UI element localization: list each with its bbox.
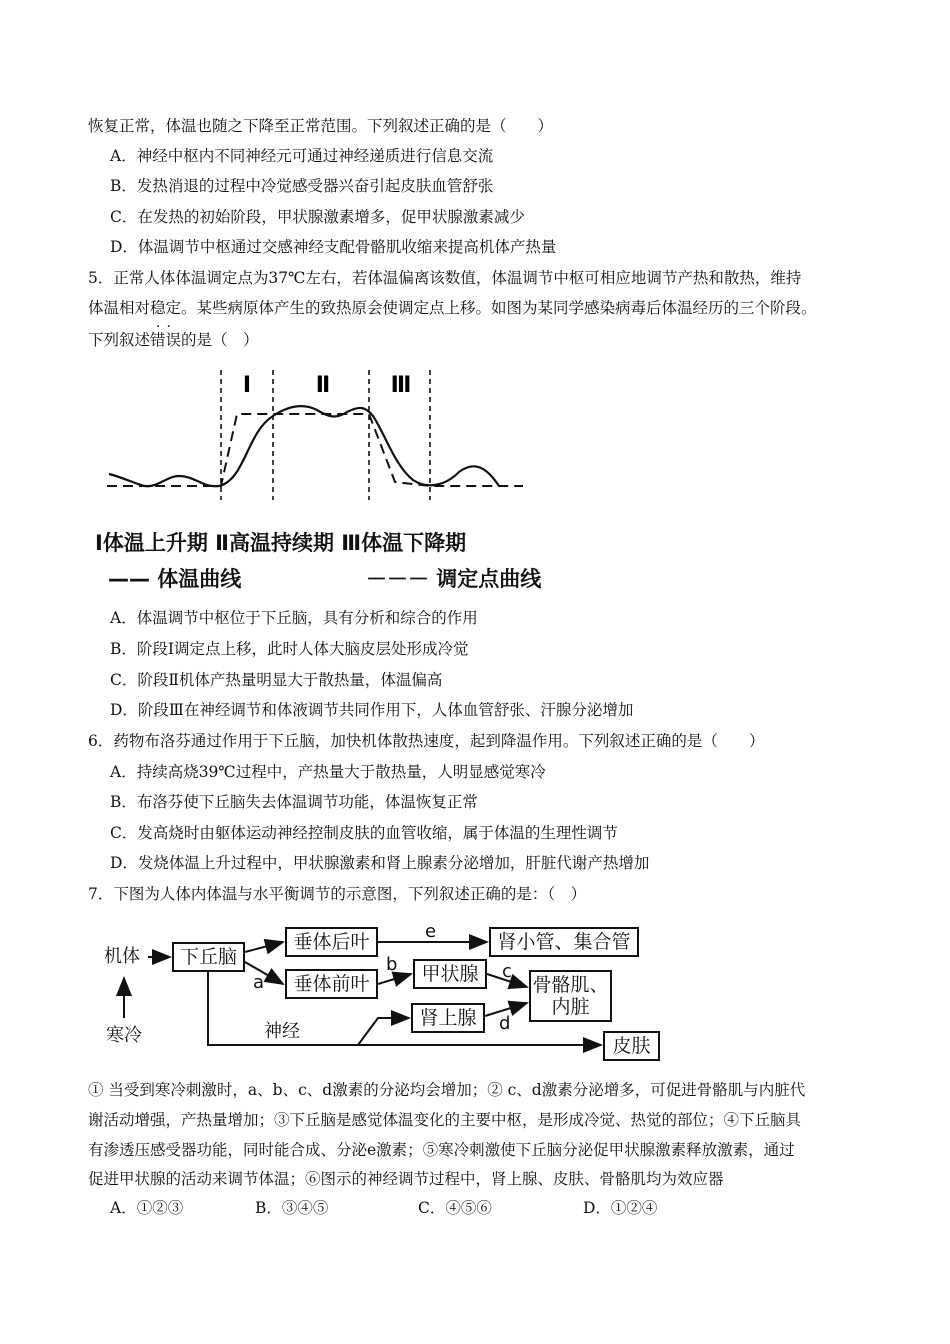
q5-option-d[interactable]: D．阶段Ⅲ在神经调节和体液调节共同作用下，人体血管舒张、汗腺分泌增加	[110, 701, 634, 719]
q5-stem-line2: 体温相对稳定。某些病原体产生的致热原会使调定点上移。如图为某同学感染病毒后体温经历的三个阶段。	[88, 299, 817, 317]
q7-answer-b[interactable]: B．③④⑤	[255, 1199, 329, 1217]
flow-adrenal-text: 肾上腺	[419, 1007, 477, 1029]
q5-option-c[interactable]: C．阶段Ⅱ机体产热量明显大于散热量，体温偏高	[110, 671, 443, 689]
q7-answer-a[interactable]: A．①②③	[110, 1199, 184, 1217]
flow-kidney-text: 肾小管、集合管	[497, 931, 631, 953]
flow-label-b: b	[386, 954, 398, 975]
q7-statement-line1: ① 当受到寒冷刺激时，a、b、c、d激素的分泌均会增加；② c、d激素分泌增多，可促进骨骼肌与内脏代	[88, 1081, 806, 1099]
q4-stem-tail: 恢复正常，体温也随之下降至正常范围。下列叙述正确的是（ ）	[88, 117, 554, 135]
q7-answer-d[interactable]: D．①②④	[583, 1199, 658, 1217]
q6-option-b[interactable]: B．布洛芬使下丘脑失去体温调节功能，体温恢复正常	[110, 793, 478, 811]
q7-statement-line3: 有渗透压感受器功能，同时能合成、分泌e激素；⑤寒冷刺激使下丘脑分泌促甲状腺激素释放激素，通过	[88, 1141, 795, 1159]
flow-box-anterior-pituitary	[285, 969, 378, 999]
flow-box-muscle	[529, 970, 612, 1022]
q5-legend-dashed: －－－ 调定点曲线	[366, 567, 542, 591]
q5-legend-solid: —— 体温曲线	[108, 567, 242, 591]
q4-option-b[interactable]: B．发热消退的过程中冷觉感受器兴奋引起皮肤血管舒张	[110, 177, 494, 195]
flow-muscle-text-2: 内脏	[551, 996, 590, 1018]
q7-statement-line2: 谢活动增强，产热量增加；③下丘脑是感觉体温变化的主要中枢，是形成冷觉、热觉的部位；④下丘脑具	[88, 1111, 802, 1129]
phase-label-3: Ⅲ	[390, 373, 412, 398]
flow-box-posterior-pituitary	[285, 927, 378, 957]
q4-option-a[interactable]: A．神经中枢内不同神经元可通过神经递质进行信息交流	[110, 147, 494, 165]
q6-stem: 6．药物布洛芬通过作用于下丘脑，加快机体散热速度，起到降温作用。下列叙述正确的是（ ）	[88, 732, 765, 750]
flow-nerve-label: 神经	[264, 1021, 300, 1042]
q7-stem: 7．下图为人体内体温与水平衡调节的示意图，下列叙述正确的是：（ ）	[88, 885, 587, 903]
q6-option-a[interactable]: A．持续高烧39℃过程中，产热量大于散热量，人明显感觉寒冷	[110, 763, 546, 781]
flow-ant-pituitary-text: 垂体前叶	[293, 973, 370, 995]
q6-option-c[interactable]: C．发高烧时由躯体运动神经控制皮肤的血管收缩，属于体温的生理性调节	[110, 824, 618, 842]
q7-statement-line4: 促进甲状腺的活动来调节体温；⑥图示的神经调节过程中，肾上腺、皮肤、骨骼肌均为效应器	[88, 1170, 724, 1188]
flow-label-a: a	[253, 972, 265, 993]
flow-label-c: c	[502, 961, 512, 982]
q6-option-d[interactable]: D．发烧体温上升过程中，甲状腺激素和肾上腺素分泌增加，肝脏代谢产热增加	[110, 854, 650, 872]
q5-option-b[interactable]: B．阶段Ⅰ调定点上移，此时人体大脑皮层处形成冷觉	[110, 640, 469, 658]
flow-box-kidney	[489, 927, 639, 957]
q5-emphasis-dots: ··	[156, 319, 177, 335]
flow-cold-label: 寒冷	[106, 1025, 142, 1046]
phase-label-2: Ⅱ	[315, 373, 331, 398]
flow-box-thyroid	[413, 959, 487, 989]
q5-stem-line3: 下列叙述错误的是（ ）	[88, 331, 259, 349]
flow-hypothalamus-text: 下丘脑	[179, 946, 237, 968]
flow-box-hypothalamus	[172, 942, 245, 972]
flow-body-label: 机体	[104, 946, 140, 967]
flow-box-adrenal	[411, 1003, 485, 1033]
q5-legend-phases: Ⅰ体温上升期 Ⅱ高温持续期 Ⅲ体温下降期	[95, 531, 467, 555]
phase-label-1: Ⅰ	[242, 373, 252, 398]
q5-option-a[interactable]: A．体温调节中枢位于下丘脑，具有分析和综合的作用	[110, 609, 478, 627]
flow-post-pituitary-text: 垂体后叶	[293, 931, 370, 953]
flow-thyroid-text: 甲状腺	[421, 963, 479, 985]
flow-skin-text: 皮肤	[612, 1035, 651, 1057]
q4-option-d[interactable]: D．体温调节中枢通过交感神经支配骨骼肌收缩来提高机体产热量	[110, 238, 557, 256]
flow-muscle-text-1: 骨骼肌、	[532, 974, 609, 996]
q7-answer-c[interactable]: C．④⑤⑥	[418, 1199, 492, 1217]
flow-label-e: e	[425, 921, 437, 942]
q5-stem-line1: 5．正常人体体温调定点为37℃左右，若体温偏离该数值，体温调节中枢可相应地调节产热和散热，维持	[88, 269, 802, 287]
flow-label-d: d	[499, 1013, 511, 1034]
flow-box-skin	[603, 1031, 660, 1061]
q4-option-c[interactable]: C．在发热的初始阶段，甲状腺激素增多，促甲状腺激素减少	[110, 208, 525, 226]
